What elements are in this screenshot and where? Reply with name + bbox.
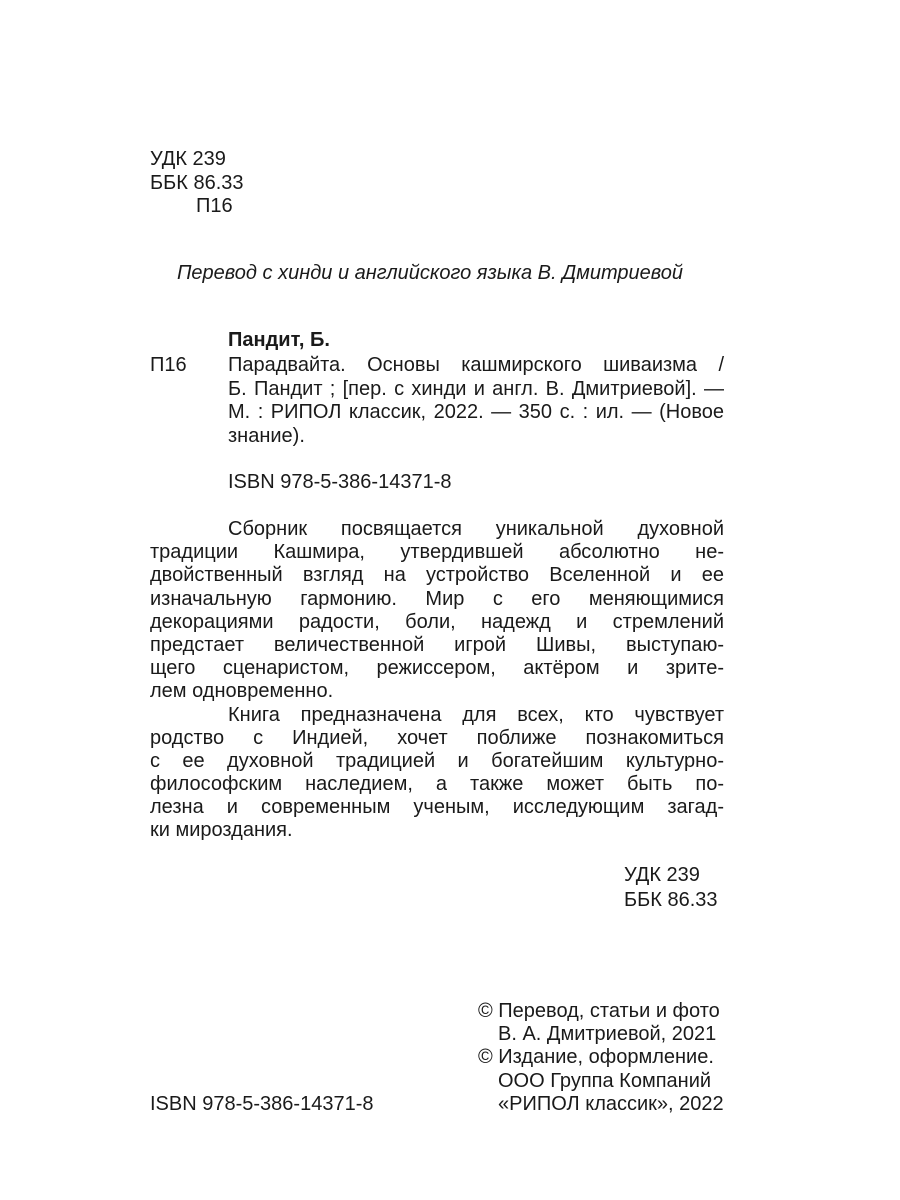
copyright-line: © Перевод, статьи и фото: [478, 1000, 720, 1022]
abstract-line: Сборник посвящается уникальной духовной: [228, 518, 724, 540]
abstract: [150, 518, 724, 843]
bbk-code: ББК 86.33: [150, 171, 244, 194]
author-mark: П16: [196, 195, 233, 217]
abstract-line: декорациями радости, боли, надежд и стремлений: [150, 610, 724, 633]
bottom-udk-code: УДК 239: [624, 864, 700, 886]
abstract-line: ки мироздания.: [150, 819, 293, 842]
copyright-line: © Издание, оформление.: [478, 1046, 714, 1069]
abstract-line: щего сценаристом, режиссером, актёром и зрите-: [150, 657, 724, 680]
copyright-line: «РИПОЛ классик», 2022: [498, 1092, 724, 1115]
abstract-line: с ее духовной традицией и богатейшим культурно-: [150, 749, 724, 772]
abstract-line: изначальную гармонию. Мир с его меняющимися: [150, 587, 724, 610]
abstract-line: лезна и современным ученым, исследующим загад-: [150, 796, 724, 819]
bib-line: Парадвайта. Основы кашмирского шиваизма /: [228, 354, 724, 376]
abstract-line: Книга предназначена для всех, кто чувствует: [228, 703, 724, 726]
abstract-line: традиции Кашмира, утвердившей абсолютно не-: [150, 541, 724, 564]
abstract-line: лем одновременно.: [150, 680, 334, 703]
catalog-author: Пандит, Б.: [228, 329, 330, 351]
abstract-line: родство с Индией, хочет поближе познакомиться: [150, 726, 724, 749]
bottom-isbn: ISBN 978-5-386-14371-8: [150, 1093, 374, 1115]
catalog-isbn: ISBN 978-5-386-14371-8: [228, 471, 452, 493]
bib-line: М. : РИПОЛ классик, 2022. — 350 с. : ил. — (Новое: [228, 401, 724, 423]
bibliographic-description: [228, 354, 724, 448]
bottom-classification-codes: [624, 864, 718, 913]
bottom-bbk-code: ББК 86.33: [624, 888, 718, 911]
abstract-line: двойственный взгляд на устройство Вселенной и ее: [150, 564, 724, 587]
abstract-line: философским наследием, а также может быть по-: [150, 773, 724, 796]
classification-codes: [150, 148, 244, 219]
translator-note: Перевод с хинди и английского языка В. Дмитриевой: [176, 262, 684, 284]
copyright-line: В. А. Дмитриевой, 2021: [498, 1023, 717, 1046]
bib-line: Б. Пандит ; [пер. с хинди и англ. В. Дмитриевой]. —: [228, 377, 724, 400]
bib-line: знание).: [228, 424, 305, 447]
catalog-author-mark: П16: [150, 354, 187, 376]
copyright-line: ООО Группа Компаний: [498, 1069, 712, 1092]
udk-code: УДК 239: [150, 148, 226, 170]
abstract-line: предстает величественной игрой Шивы, выступаю-: [150, 633, 724, 656]
copyright-block: [478, 1000, 724, 1116]
